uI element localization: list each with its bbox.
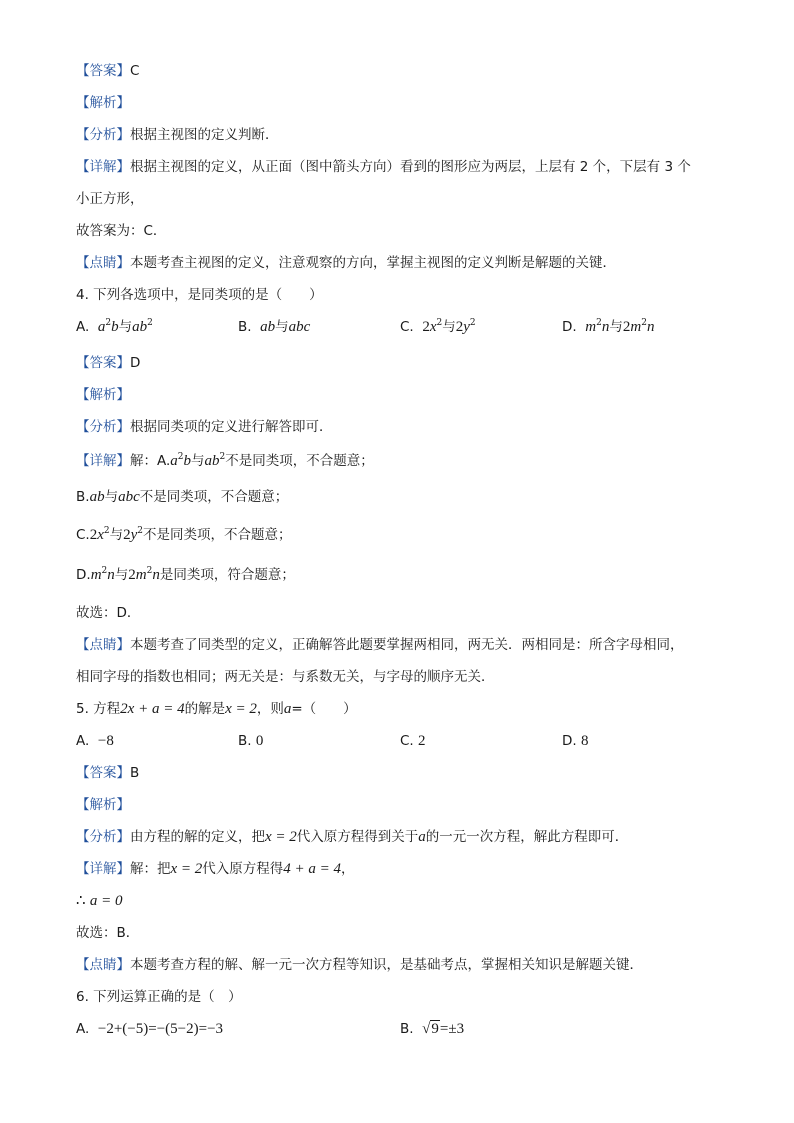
- comment-text: 本题考查了同类型的定义，正确解答此题要掌握两相同，两无关．两相同是：所含字母相同，: [130, 637, 684, 653]
- connector: 与: [109, 527, 124, 543]
- math-sup: 2: [146, 566, 153, 576]
- fenxi-text: 根据主视图的定义判断．: [130, 127, 279, 143]
- fenxi-text: 由方程的解的定义，把: [130, 829, 265, 845]
- math-var: ab: [260, 319, 276, 335]
- math-var: n: [601, 319, 610, 335]
- math-var: abc: [288, 319, 311, 335]
- math-var: a: [170, 453, 178, 469]
- fenxi-text: 代入原方程得到关于: [296, 829, 419, 845]
- q3-answer: [76, 62, 139, 80]
- fenxi-tag: 【分析】: [76, 127, 130, 143]
- q3-conclusion: [76, 222, 166, 240]
- math-expr: 4 + a = 4: [283, 861, 342, 877]
- option-label: D.: [562, 319, 577, 335]
- connector: 与: [114, 567, 129, 583]
- math-var: y: [463, 319, 470, 335]
- q5-conclusion: [76, 924, 139, 942]
- detail-tag: 【详解】: [76, 453, 130, 469]
- math-coef: 2: [622, 319, 631, 335]
- therefore-symbol: ∴: [76, 893, 86, 909]
- q5-option-c: [400, 732, 426, 750]
- detail-verdict: 不是同类项，不合题意；: [225, 453, 374, 469]
- q5-option-d: [562, 732, 588, 750]
- math-var: ab: [132, 319, 148, 335]
- q4-fenxi: [76, 418, 333, 436]
- answer-tag: 【答案】: [76, 355, 130, 371]
- option-label: B.: [238, 733, 252, 749]
- option-value: 2: [418, 733, 426, 749]
- math-coef: 2: [89, 527, 98, 543]
- q4-stem: [76, 286, 323, 304]
- stem-end: =（ ）: [291, 701, 357, 717]
- comment-text: 本题考查主视图的定义，注意观察的方向，掌握主视图的定义判断是解题的关键．: [130, 255, 616, 271]
- answer-tag: 【答案】: [76, 63, 130, 79]
- math-var: x: [97, 527, 104, 543]
- q5-option-b: [238, 732, 263, 750]
- comment-tag: 【点睛】: [76, 255, 130, 271]
- q4-option-b: [238, 318, 310, 336]
- q3-detail: [76, 158, 691, 176]
- q4-detail-d: [76, 566, 295, 584]
- option-connector: 与: [118, 319, 133, 335]
- detail-tag: 【详解】: [76, 861, 130, 877]
- connector: 与: [191, 453, 205, 469]
- q5-answer: [76, 764, 139, 782]
- fenxi-text: 的一元一次方程，解此方程即可．: [425, 829, 629, 845]
- stem-solution: x = 2: [225, 701, 257, 717]
- q4-comment: [76, 636, 684, 654]
- math-var: ab: [89, 489, 105, 505]
- math-var: m: [135, 567, 147, 583]
- detail-prefix: 解：A.: [130, 453, 171, 469]
- answer-value: C: [130, 63, 140, 79]
- math-var: a: [97, 319, 106, 335]
- math-coef: 2: [128, 567, 136, 583]
- q5-analysis-tag: [76, 796, 130, 814]
- fenxi-text: 根据同类项的定义进行解答即可．: [130, 419, 333, 435]
- sqrt-radicand: 9: [431, 1021, 439, 1037]
- comment-text: 本题考查方程的解、解一元一次方程等知识，是基础考点，掌握相关知识是解题关键．: [130, 957, 643, 973]
- option-expr: −2+(−5)=−(5−2)=−3: [97, 1021, 224, 1037]
- stem-text: 的解是: [184, 701, 226, 717]
- q5-stem: [76, 700, 357, 718]
- math-var: a: [418, 829, 426, 845]
- math-expr: x = 2: [170, 861, 203, 877]
- answer-value: D: [130, 355, 141, 371]
- q3-analysis-tag: [76, 94, 130, 112]
- math-var: b: [111, 319, 119, 335]
- fenxi-tag: 【分析】: [76, 829, 130, 845]
- detail-prefix: D.: [76, 567, 91, 583]
- option-connector: 与: [609, 319, 623, 335]
- option-label: B.: [400, 1021, 414, 1037]
- math-coef: 2: [422, 319, 430, 335]
- answer-tag: 【答案】: [76, 765, 130, 781]
- q4-option-c: [400, 318, 476, 336]
- comment-text-cont: 相同字母的指数也相同；两无关是：与系数无关，与字母的顺序无关．: [76, 669, 495, 685]
- math-sup: 2: [641, 318, 647, 328]
- math-sup: 2: [177, 452, 184, 462]
- option-label: C.: [400, 319, 414, 335]
- math-var: m: [585, 319, 597, 335]
- stem-text: ，则: [256, 701, 284, 717]
- q4-analysis-tag: [76, 386, 130, 404]
- q4-comment-cont: [76, 668, 495, 686]
- stem-equation: 2x + a = 4: [120, 701, 185, 717]
- option-label: C.: [400, 733, 414, 749]
- math-var: ab: [204, 453, 220, 469]
- q3-comment: [76, 254, 616, 272]
- math-sup: 2: [147, 318, 153, 328]
- option-value: −8: [97, 733, 114, 749]
- detail-text-cont: 小正方形，: [76, 191, 144, 207]
- math-var: m: [630, 319, 642, 335]
- comment-tag: 【点睛】: [76, 957, 130, 973]
- math-coef: 2: [455, 319, 464, 335]
- detail-tag: 【详解】: [76, 159, 130, 175]
- question-stem: 6. 下列运算正确的是（ ）: [76, 989, 242, 1005]
- math-var: x: [429, 319, 437, 335]
- math-var: n: [107, 567, 115, 583]
- detail-verdict: 不是同类项，不合题意；: [143, 527, 292, 543]
- q3-detail-cont: [76, 190, 144, 208]
- option-label: A.: [76, 319, 90, 335]
- analysis-tag: 【解析】: [76, 387, 130, 403]
- detail-text: 解：把: [130, 861, 171, 877]
- math-sup: 2: [436, 318, 443, 328]
- q5-fenxi: [76, 828, 628, 846]
- connector: 与: [104, 489, 119, 505]
- math-coef: 2: [123, 527, 131, 543]
- option-value: 0: [255, 733, 264, 749]
- detail-text: ，: [341, 861, 355, 877]
- q6-option-b: [400, 1020, 464, 1038]
- math-sup: 2: [103, 526, 110, 536]
- math-var: n: [646, 319, 655, 335]
- math-sup: 2: [219, 452, 226, 462]
- detail-verdict: 是同类项，符合题意；: [159, 567, 295, 583]
- q4-conclusion: [76, 604, 140, 622]
- math-var: m: [90, 567, 102, 583]
- q5-option-a: [76, 732, 114, 750]
- option-expr: =±3: [439, 1021, 465, 1037]
- q3-fenxi: [76, 126, 279, 144]
- question-stem: 4. 下列各选项中，是同类项的是（ ）: [76, 287, 323, 303]
- option-label: D.: [562, 733, 577, 749]
- detail-text: 根据主视图的定义，从正面（图中箭头方向）看到的图形应为两层，上层有 2 个，下层有 3 个: [130, 159, 691, 175]
- analysis-tag: 【解析】: [76, 95, 130, 111]
- math-sup: 2: [596, 318, 602, 328]
- conclusion-text: 故选：D．: [76, 605, 141, 621]
- option-value: 8: [580, 733, 589, 749]
- math-var: n: [152, 567, 160, 583]
- sqrt-sign: √: [422, 1021, 431, 1037]
- stem-prefix: 5. 方程: [76, 701, 121, 717]
- detail-prefix: B.: [76, 489, 90, 505]
- math-var: y: [130, 527, 138, 543]
- fenxi-tag: 【分析】: [76, 419, 130, 435]
- option-label: B.: [238, 319, 252, 335]
- option-connector: 与: [275, 319, 289, 335]
- math-expr: x = 2: [265, 829, 297, 845]
- option-connector: 与: [442, 319, 456, 335]
- option-label: A.: [76, 733, 90, 749]
- q4-detail-a: [76, 452, 374, 470]
- math-var: abc: [118, 489, 140, 505]
- q5-result: [76, 892, 122, 910]
- math-sup: 2: [469, 318, 476, 328]
- math-sup: 2: [105, 318, 112, 328]
- comment-tag: 【点睛】: [76, 637, 130, 653]
- math-sup: 2: [137, 526, 144, 536]
- math-expr: a = 0: [89, 893, 123, 909]
- analysis-tag: 【解析】: [76, 797, 130, 813]
- conclusion-text: 故答案为：C．: [76, 223, 167, 239]
- answer-value: B: [130, 765, 140, 781]
- detail-prefix: C.: [76, 527, 90, 543]
- q4-option-d: [562, 318, 654, 336]
- q6-stem: [76, 988, 242, 1006]
- q5-detail: [76, 860, 355, 878]
- math-sup: 2: [101, 566, 108, 576]
- conclusion-text: 故选：B．: [76, 925, 140, 941]
- stem-var: a: [283, 701, 292, 717]
- q4-detail-b: [76, 488, 288, 506]
- math-var: b: [183, 453, 192, 469]
- detail-verdict: 不是同类项，不合题意；: [139, 489, 289, 505]
- detail-text: 代入原方程得: [202, 861, 284, 877]
- q6-option-a: [76, 1020, 223, 1038]
- q4-option-a: [76, 318, 153, 336]
- option-label: A.: [76, 1021, 90, 1037]
- q4-detail-c: [76, 526, 292, 544]
- q5-comment: [76, 956, 643, 974]
- q4-answer: [76, 354, 140, 372]
